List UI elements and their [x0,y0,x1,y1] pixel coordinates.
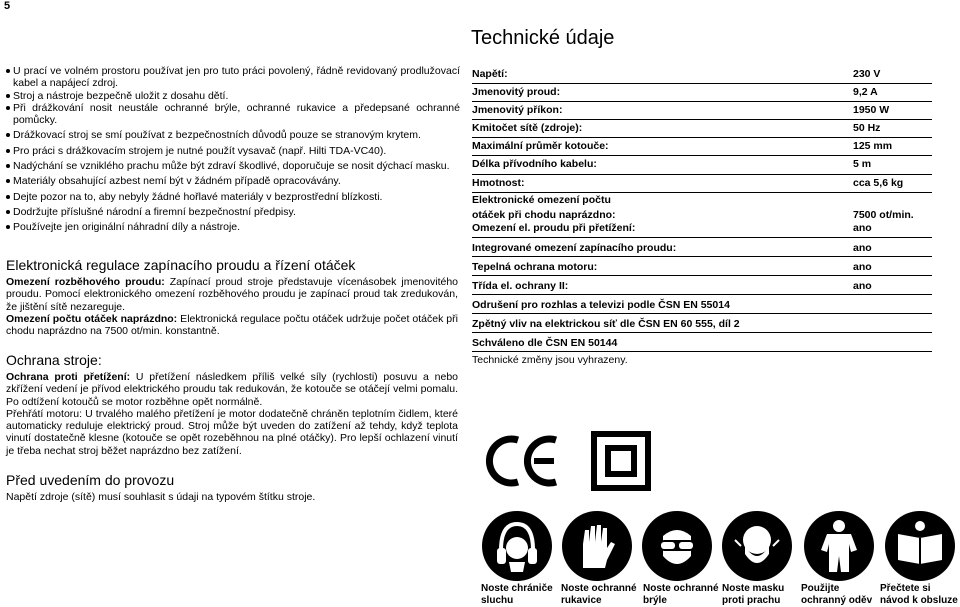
paragraph: Přehřátí motoru: U trvalého malého přetížení je motor dodatečně chráněn teplotním čidlem, které automaticky reduluje elektrický proud. Stroj může být uveden do zatížení až tehdy, když teplota vinutí dostatečně klesne (kotouče se opět rozeběhnou na plné otáčky). Pro lepší ochlazení vinutí je třeba nechat stroj běžet naprázdno bez zatížení. [6,407,458,457]
symbol-caption: Noste chrániče sluchu [481,583,553,606]
spec-row: Délka přívodního kabelu: 5 m [472,156,932,174]
spec-row: Tepelná ochrana motoru: ano [472,257,932,276]
page-number: 5 [4,0,11,12]
spec-row: Třída el. ochrany II: ano [472,276,932,295]
safety-bullet: Materiály obsahující azbest nemí být v žádném případě opracovávány. [6,175,460,187]
gloves-icon [561,510,633,582]
paragraph: Ochrana proti přetížení: U přetížení následkem příliš velké síly (rychlosti) posuvu a nebo zkřížení vedení je přívod elektrického proudu tak redukován, že kotouče se otáčejí velmi pomalu. Po odtížení kotoučů se motor rozběhne opět normálně. [6,371,458,408]
spec-table [472,66,932,368]
electronic-regulation-section [6,257,458,337]
safety-bullet: Drážkovací stroj se smí používat z bezpečnostních důvodů pouze se stranovým krytem. [6,129,460,141]
goggles-icon [641,510,713,582]
spec-row: Integrované omezení zapínacího proudu: ano [472,238,932,257]
safety-bullet: Dodržujte příslušné národní a firemní bezpečnostní předpisy. [6,206,460,218]
spec-row: Technické změny jsou vyhrazeny. [472,353,628,366]
safety-bullet: U prací ve volném prostoru používat jen pro tuto práci povolený, řádně revidovaný prodlužovací kabel a napájecí zdroj. [6,65,460,90]
ce-mark-icon [482,432,562,490]
symbol-caption: Noste masku proti prachu [722,583,785,606]
safety-bullet: Při drážkování nosit neustále ochranné brýle, ochranné rukavice a předepsané ochranné pomůcky. [6,102,460,127]
spec-row: Kmitočet sítě (zdroje): 50 Hz [472,120,932,138]
spec-row: Zpětný vliv na elektrickou síť dle ČSN EN 60 555, díl 2 [472,314,932,333]
before-operation-section [6,472,458,503]
spec-row: Maximální průměr kotouče: 125 mm [472,138,932,156]
spec-row: Hmotnost: cca 5,6 kg [472,175,932,193]
protective-clothing-icon [803,510,875,582]
spec-row: Napětí: 230 V [472,66,932,84]
safety-bullet: Pro práci s drážkovacím strojem je nutné použít vysavač (např. Hilti TDA-VC40). [6,145,460,157]
spec-row: Omezení el. proudu při přetížení: ano [472,221,932,238]
safety-bullet: Používejte jen originální náhradní díly a nástroje. [6,221,460,233]
tech-specs-title: Technické údaje [471,27,615,49]
spec-row: Jmenovitý příkon: 1950 W [472,102,932,120]
symbol-caption: Přečtete si návod k obsluze [880,583,958,606]
spec-row: Jmenovitý proud: 9,2 A [472,84,932,102]
safety-bullet: Dejte pozor na to, aby nebyly žádné hořlavé materiály v bezprostřední blízkosti. [6,191,460,203]
symbol-caption: Noste ochranné rukavice [561,583,637,606]
safety-bullet: Nadýchání se vzniklého prachu může být zdraví škodlivé, doporučuje se nosit dýchací masku. [6,160,460,172]
safety-bullet: Stroj a nástroje bezpečně uložit z dosahu dětí. [6,90,460,102]
dust-mask-icon [721,510,793,582]
paragraph: Napětí zdroje (sítě) musí souhlasit s údaji na typovém štítku stroje. [6,491,316,503]
ear-protection-icon [481,510,553,582]
paragraph: Omezení počtu otáček naprázdno: Elektronická regulace počtu otáček udržuje počet otáček při chodu naprázdno na 7500 ot/min. konstantně. [6,312,458,338]
machine-protection-section [6,352,458,457]
paragraph: Omezení rozběhového proudu: Zapínací proud stroje představuje vícenásobek jmenovitého proudu. Pomocí elektronického omezení rozběhového proudu je zapínací proud tak zredukován, že jištění sítě nezareguje. [6,276,459,313]
double-insulation-icon [591,431,651,491]
spec-row: Schváleno dle ČSN EN 50144 [472,333,932,352]
section-heading: Před uvedením do provozu [6,472,175,488]
symbol-caption: Použijte ochranný oděv [801,583,873,606]
read-manual-icon [884,510,956,582]
section-heading: Elektronická regulace zapínacího proudu a řízení otáček [6,257,356,273]
spec-row: Odrušení pro rozhlas a televizi podle ČSN EN 55014 [472,295,932,314]
spec-row: Elektronické omezení počtu [472,193,611,206]
spec-row: otáček při chodu naprázdno: 7500 ot/min. [472,208,914,221]
safety-bullet-list [6,65,460,234]
symbol-caption: Noste ochranné brýle [643,583,719,606]
section-heading: Ochrana stroje: [6,352,102,368]
